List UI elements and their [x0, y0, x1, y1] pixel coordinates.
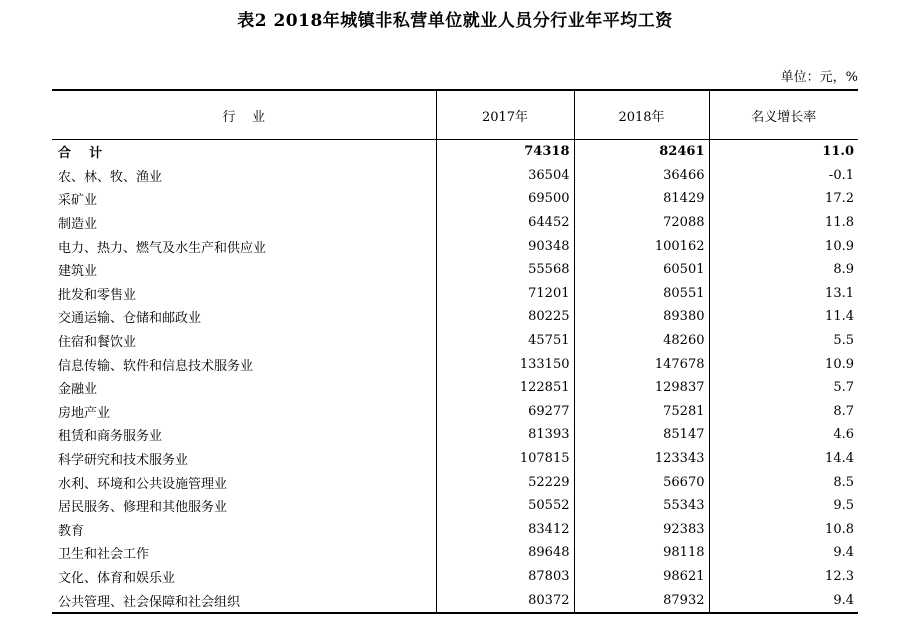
industry-cell: 金融业 — [58, 382, 98, 398]
table-row — [52, 423, 858, 447]
value-2017-cell: 87803 — [436, 565, 574, 589]
industry-cell: 水利、环境和公共设施管理业 — [58, 476, 228, 492]
value-2017-cell: 133150 — [436, 352, 574, 376]
table-row — [52, 258, 858, 282]
value-2018-cell: 48260 — [574, 329, 709, 353]
value-2017-cell: 81393 — [436, 423, 574, 447]
value-2018-cell: 100162 — [574, 234, 709, 258]
value-2017-cell: 50552 — [436, 494, 574, 518]
value-2018-cell: 85147 — [574, 423, 709, 447]
industry-cell: 文化、体育和娱乐业 — [58, 570, 176, 586]
industry-cell: 教育 — [58, 523, 85, 539]
value-2018-cell: 82461 — [574, 140, 709, 164]
table-row — [52, 329, 858, 353]
header-growth: 名义增长率 — [709, 90, 858, 140]
table-row — [52, 352, 858, 376]
value-2017-cell: 80372 — [436, 588, 574, 613]
header-2017: 2017年 — [436, 90, 574, 140]
industry-cell: 交通运输、仓储和邮政业 — [58, 311, 202, 327]
value-2017-cell: 55568 — [436, 258, 574, 282]
value-2017-cell: 107815 — [436, 447, 574, 471]
value-2017-cell: 69277 — [436, 400, 574, 424]
growth-cell: 11.8 — [709, 211, 858, 235]
value-2018-cell: 75281 — [574, 400, 709, 424]
value-2018-cell: 36466 — [574, 164, 709, 188]
table-row — [52, 187, 858, 211]
table-row — [52, 211, 858, 235]
table-row — [52, 447, 858, 471]
growth-cell: 10.9 — [709, 234, 858, 258]
value-2017-cell: 122851 — [436, 376, 574, 400]
table-row — [52, 400, 858, 424]
industry-cell: 采矿业 — [58, 193, 98, 209]
industry-cell: 科学研究和技术服务业 — [58, 453, 189, 469]
value-2018-cell: 147678 — [574, 352, 709, 376]
value-2017-cell: 89648 — [436, 541, 574, 565]
table-row — [52, 282, 858, 306]
value-2018-cell: 81429 — [574, 187, 709, 211]
table-title: 表2 2018年城镇非私营单位就业人员分行业年平均工资 — [237, 11, 673, 31]
value-2018-cell: 98118 — [574, 541, 709, 565]
value-2018-cell: 60501 — [574, 258, 709, 282]
table-row — [52, 541, 858, 565]
value-2018-cell: 87932 — [574, 588, 709, 613]
value-2017-cell: 71201 — [436, 282, 574, 306]
industry-cell: 住宿和餐饮业 — [58, 335, 137, 351]
header-industry: 行 业 — [222, 109, 266, 125]
growth-cell: 5.7 — [709, 376, 858, 400]
table-row — [52, 305, 858, 329]
growth-cell: 8.9 — [709, 258, 858, 282]
industry-cell: 信息传输、软件和信息技术服务业 — [58, 358, 254, 374]
growth-cell: 8.7 — [709, 400, 858, 424]
value-2017-cell: 90348 — [436, 234, 574, 258]
growth-cell: 9.5 — [709, 494, 858, 518]
industry-cell: 电力、热力、燃气及水生产和供应业 — [58, 240, 267, 256]
table-body — [52, 140, 858, 613]
value-2017-cell: 69500 — [436, 187, 574, 211]
industry-cell: 房地产业 — [58, 405, 111, 421]
value-2018-cell: 72088 — [574, 211, 709, 235]
value-2018-cell: 123343 — [574, 447, 709, 471]
value-2017-cell: 83412 — [436, 518, 574, 542]
value-2018-cell: 56670 — [574, 470, 709, 494]
table-row — [52, 164, 858, 188]
industry-cell: 建筑业 — [58, 264, 98, 280]
wage-table — [52, 89, 858, 614]
industry-cell: 租赁和商务服务业 — [58, 429, 163, 445]
table-row — [52, 588, 858, 613]
header-2018: 2018年 — [574, 90, 709, 140]
growth-cell: 10.8 — [709, 518, 858, 542]
value-2018-cell: 80551 — [574, 282, 709, 306]
value-2018-cell: 55343 — [574, 494, 709, 518]
table-row — [52, 494, 858, 518]
value-2017-cell: 80225 — [436, 305, 574, 329]
growth-cell: 11.4 — [709, 305, 858, 329]
value-2018-cell: 92383 — [574, 518, 709, 542]
growth-cell: 8.5 — [709, 470, 858, 494]
growth-cell: -0.1 — [709, 164, 858, 188]
industry-cell: 公共管理、社会保障和社会组织 — [58, 594, 241, 610]
growth-cell: 9.4 — [709, 541, 858, 565]
industry-cell: 农、林、牧、渔业 — [58, 169, 163, 185]
value-2017-cell: 45751 — [436, 329, 574, 353]
industry-cell: 批发和零售业 — [58, 287, 137, 303]
table-row — [52, 470, 858, 494]
industry-cell: 卫生和社会工作 — [58, 547, 150, 563]
growth-cell: 11.0 — [709, 140, 858, 164]
industry-cell: 居民服务、修理和其他服务业 — [58, 500, 228, 516]
growth-cell: 14.4 — [709, 447, 858, 471]
value-2018-cell: 89380 — [574, 305, 709, 329]
industry-cell: 合 计 — [58, 146, 103, 162]
table-row — [52, 518, 858, 542]
value-2017-cell: 36504 — [436, 164, 574, 188]
table-row — [52, 234, 858, 258]
value-2017-cell: 52229 — [436, 470, 574, 494]
unit-label: 单位：元，% — [780, 70, 858, 85]
growth-cell: 4.6 — [709, 423, 858, 447]
industry-cell: 制造业 — [58, 217, 98, 233]
growth-cell: 10.9 — [709, 352, 858, 376]
value-2018-cell: 129837 — [574, 376, 709, 400]
growth-cell: 9.4 — [709, 588, 858, 613]
table-row — [52, 565, 858, 589]
growth-cell: 5.5 — [709, 329, 858, 353]
value-2017-cell: 64452 — [436, 211, 574, 235]
value-2018-cell: 98621 — [574, 565, 709, 589]
table-row — [52, 376, 858, 400]
growth-cell: 13.1 — [709, 282, 858, 306]
growth-cell: 12.3 — [709, 565, 858, 589]
growth-cell: 17.2 — [709, 187, 858, 211]
value-2017-cell: 74318 — [436, 140, 574, 164]
header-row — [52, 90, 858, 140]
total-row — [52, 140, 858, 164]
